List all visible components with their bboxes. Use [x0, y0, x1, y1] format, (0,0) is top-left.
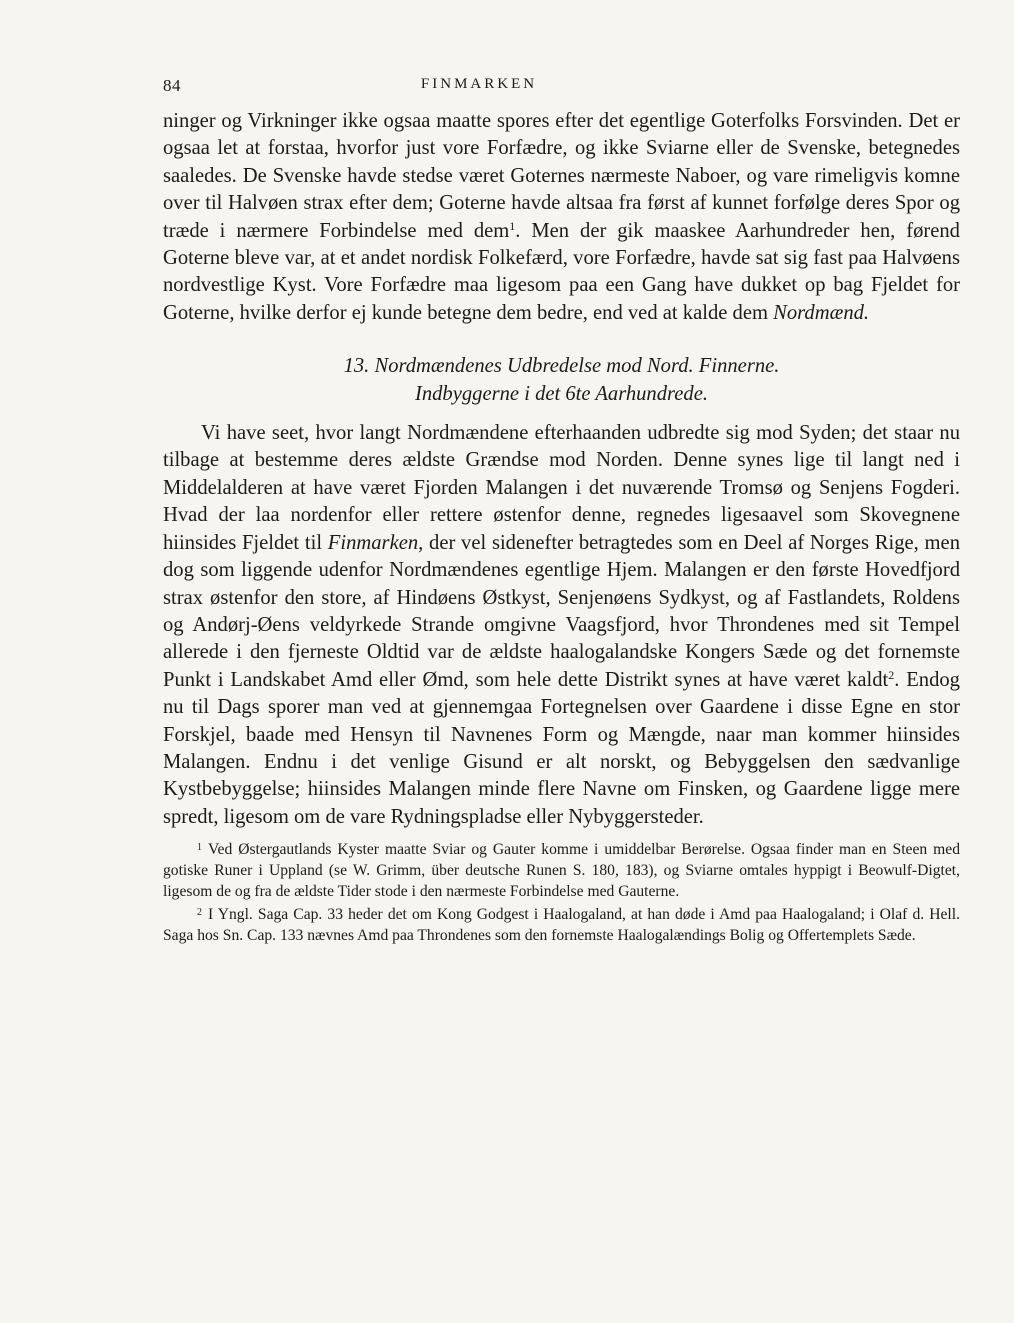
- footnotes: [163, 837, 960, 946]
- footnote-ref-2: 2: [888, 667, 895, 682]
- paragraph-main: [163, 420, 960, 831]
- body-text: [163, 108, 960, 946]
- section-heading-line-2: Indbyggerne i det 6te Aarhundrede.: [414, 382, 709, 405]
- section-heading-line-1: 13. Nordmændenes Udbredelse mod Nord. Finnerne.: [343, 355, 780, 378]
- paragraph-continued: [163, 108, 960, 327]
- paragraph2-text-b: der vel sidenefter betragtedes som en Deel af Norges Rige, men dog som liggende udenfor Nordmændenes egentlige Hjem. Malangen er den første Hovedfjord strax østenfor den store, af Hindøens Østkyst, Senjenøens Sydkyst, og af Fastlandets, Roldens og Andørj-Øens veldyrkede Strande omgivne Vaagsfjord, hvor Throndenes med sit Tempel allerede i den fjerneste Oldtid var de ældste haalogalandske Kongers Sæde og det fornemste Punkt i Landskabet Amd eller Ømd, som hele dette Distrikt synes at have været kaldt: [163, 531, 960, 691]
- paragraph2-italic: Finmarken,: [327, 531, 424, 554]
- footnote-ref-1: 1: [509, 218, 516, 233]
- footnote-1-marker: 1: [197, 842, 202, 854]
- footnote-2-marker: 2: [197, 907, 202, 919]
- footnote-2-text: I Yngl. Saga Cap. 33 heder det om Kong Godgest i Haalogaland, at han døde i Amd paa Haalogaland; i Olaf d. Hell. Saga hos Sn. Cap. 133 nævnes Amd paa Throndenes som den fornemste Haalogalændings Bolig og Offertemplets Sæde.: [163, 906, 960, 945]
- page-header: [163, 72, 963, 102]
- paragraph1-text-a: ninger og Virkninger ikke ogsaa maatte spores efter det egentlige Goterfolks Forsvinden. Det er ogsaa let at forstaa, hvorfor just vore Forfædre, og ikke Sviarne eller de Svenske, betegnedes saaledes. De Svenske havde stedse været Goternes nærmeste Naboer, og vare rimeligvis komne over til Halvøen strax efter dem; Goterne havde altsaa fra først af kunnet forfølge deres Spor og træde i nærmere Forbindelse med dem: [163, 110, 960, 242]
- paragraph2-text-a: Vi have seet, hvor langt Nordmændene efterhaanden udbredte sig mod Syden; det staar nu tilbage at bestemme deres ældste Grændse mod Norden. Denne synes lige til langt ned i Middelalderen at have været Fjorden Malangen i det nuværende Tromsø og Senjens Fogderi. Hvad der laa nordenfor eller rettere østenfor denne, regnedes ligesaavel som Skovegnene hiinsides Fjeldet til: [163, 422, 960, 554]
- footnote-1-text: Ved Østergautlands Kyster maatte Sviar og Gauter komme i umiddelbar Berørelse. Ogsaa finder man en Steen med gotiske Runer i Uppland (se W. Grimm, über deutsche Runen S. 180, 183), og Sviarne omtales hyppigt i Beowulf-Digtet, ligesom de og fra de ældste Tider stode i den nærmeste Forbindelse med Gauterne.: [163, 841, 960, 901]
- footnote-2: [163, 902, 960, 946]
- section-heading: [163, 353, 960, 408]
- footnote-1: [163, 837, 960, 902]
- paragraph2-text-c: . Endog nu til Dags sporer man ved at gjennemgaa Fortegnelsen over Gaardene i disse Egne en stor Forskjel, baade med Hensyn til Navnenes Form og Mængde, naar man kommer hiinsides Malangen. Endnu i det venlige Gisund er alt norskt, og Bebyggelsen den sædvanlige Kystbebyggelse; hiinsides Malangen minde flere Navne om Finsken, og Gaardene ligge mere spredt, ligesom om de vare Rydningspladse eller Nybyggersteder.: [163, 668, 960, 828]
- page-number: 84: [163, 76, 181, 95]
- running-title: FINMARKEN: [420, 76, 538, 92]
- paragraph1-text-b: . Men der gik maaskee Aarhundreder hen, førend Goterne bleve var, at et andet nordisk Folkefærd, vore Forfædre, havde sat sig fast paa Halvøens nordvestlige Kyst. Vore Forfædre maa ligesom paa een Gang have dukket op bag Fjeldet for Goterne, hvilke derfor ej kunde betegne dem bedre, end ved at kalde dem: [163, 219, 960, 324]
- paragraph1-italic: Nordmænd.: [773, 301, 870, 324]
